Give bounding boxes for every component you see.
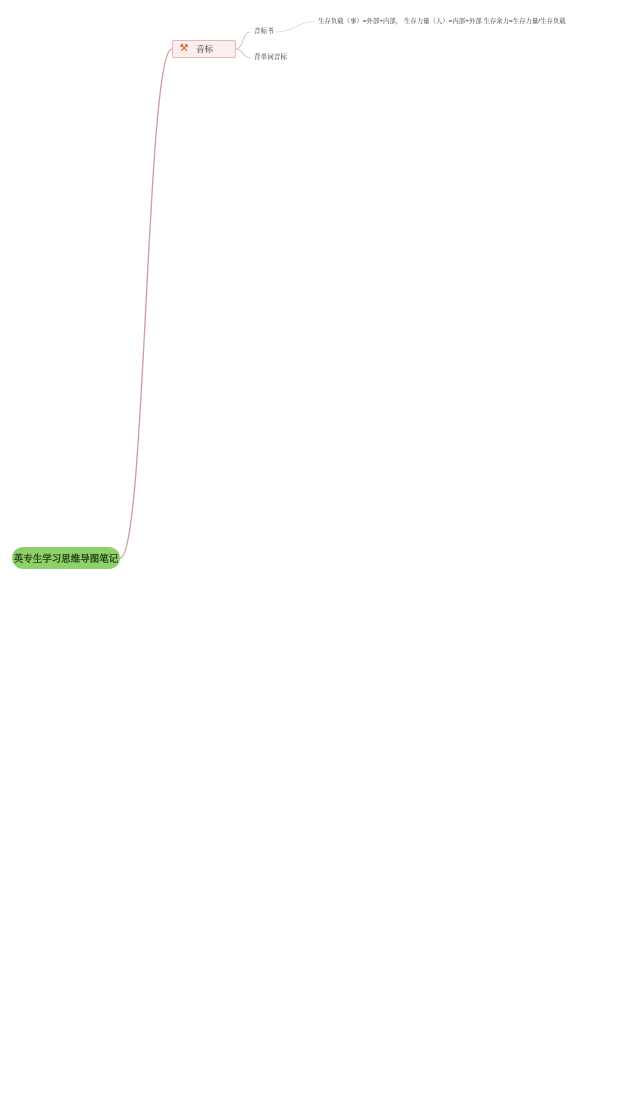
subtopic[interactable]: 音标书: [254, 28, 274, 35]
tools-icon: ⚒: [179, 43, 189, 54]
connector-line: [276, 22, 315, 32]
root-topic[interactable]: 英专生学习思维导图笔记: [12, 547, 120, 569]
subtopic[interactable]: 背单词音标: [254, 54, 287, 61]
leaf-note: 生存负载（事）=外部+内部， 生存力量（人）=内部+外部 生存余力=生存力量/生存负载: [318, 18, 566, 25]
connector-line: [120, 49, 172, 558]
connector-line: [236, 49, 250, 58]
branch-label: 音标: [196, 44, 214, 54]
branch-topic-0[interactable]: [172, 40, 236, 58]
connector-line: [236, 32, 250, 49]
